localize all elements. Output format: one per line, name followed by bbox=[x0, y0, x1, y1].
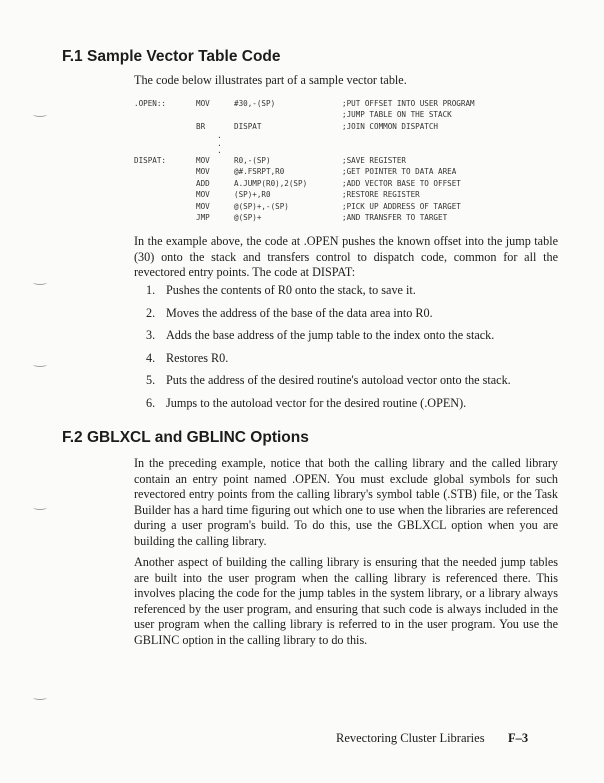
list-item bbox=[134, 283, 558, 298]
code-operand: #30,-(SP) bbox=[234, 99, 276, 108]
step-text: Restores R0. bbox=[166, 350, 229, 365]
gblxcl-paragraph: In the preceding example, notice that both the calling library and the called library contain an entry point named .OPEN. You must exclude global symbols for such revectored entry points from the calling library's symbol table (.STB) file, or the Task Builder has a hard time figuring out which one to use when the libraries are referenced during a user program's build. To do this, use the GBLXCL option when you are building the calling library. bbox=[134, 456, 558, 548]
step-number: 5. bbox=[146, 373, 156, 388]
intro-text: The code below illustrates part of a sample vector table. bbox=[134, 73, 407, 87]
step-number: 4. bbox=[146, 350, 156, 365]
binder-mark bbox=[33, 695, 47, 700]
code-op: MOV bbox=[196, 190, 210, 200]
code-op: MOV bbox=[196, 99, 210, 108]
code-comment: ;JUMP TABLE ON THE STACK bbox=[342, 110, 452, 120]
binder-mark bbox=[33, 112, 47, 117]
code-operand: R0,-(SP) bbox=[234, 155, 271, 165]
section-heading-f1: F.1 Sample Vector Table Code bbox=[62, 48, 281, 65]
binder-mark bbox=[33, 362, 47, 367]
binder-mark bbox=[33, 280, 47, 285]
list-item bbox=[134, 328, 558, 343]
list-item bbox=[134, 373, 558, 388]
step-number: 3. bbox=[146, 328, 156, 343]
step-text: Adds the base address of the jump table to the index onto the stack. bbox=[166, 328, 495, 343]
code-op: BR bbox=[196, 121, 206, 131]
explanation-paragraph: In the example above, the code at .OPEN pushes the known offset into the jump table (30) onto the stack and transfers control to dispatch code, common for all the revectored entry points. The code at DISPAT: bbox=[134, 234, 558, 280]
code-op: JMP bbox=[196, 212, 210, 222]
code-comment: ;AND TRANSFER TO TARGET bbox=[342, 212, 448, 222]
ellipsis-dot: . bbox=[217, 138, 222, 148]
code-operand: (SP)+,R0 bbox=[234, 190, 271, 200]
code-op: MOV bbox=[196, 201, 210, 211]
code-comment: ;RESTORE REGISTER bbox=[342, 190, 420, 200]
step-number: 1. bbox=[146, 283, 156, 297]
footer-chapter-title: Revectoring Cluster Libraries bbox=[336, 731, 485, 745]
binder-mark bbox=[33, 505, 47, 510]
list-item bbox=[134, 396, 558, 411]
steps-list bbox=[134, 283, 558, 419]
ellipsis-dot: . bbox=[217, 131, 222, 141]
code-comment: ;JOIN COMMON DISPATCH bbox=[342, 121, 439, 131]
code-operand: A.JUMP(R0),2(SP) bbox=[234, 178, 308, 188]
code-comment: ;PICK UP ADDRESS OF TARGET bbox=[342, 201, 461, 211]
code-comment: ;ADD VECTOR BASE TO OFFSET bbox=[342, 178, 461, 188]
code-comment: ;GET POINTER TO DATA AREA bbox=[342, 167, 457, 177]
list-item bbox=[134, 306, 558, 321]
code-comment: ;PUT OFFSET INTO USER PROGRAM bbox=[342, 99, 475, 108]
list-item bbox=[134, 351, 558, 366]
code-label: DISPAT: bbox=[134, 155, 167, 165]
step-text: Puts the address of the desired routine's autoload vector onto the stack. bbox=[166, 373, 511, 388]
code-op: ADD bbox=[196, 178, 210, 188]
code-label: .OPEN:: bbox=[134, 99, 167, 108]
code-operand: DISPAT bbox=[234, 121, 262, 131]
ellipsis-dot: . bbox=[217, 146, 222, 156]
section-heading-f2: F.2 GBLXCL and GBLINC Options bbox=[62, 429, 309, 446]
code-operand: @#.FSRPT,R0 bbox=[234, 167, 285, 177]
step-number: 2. bbox=[146, 305, 156, 320]
code-op: MOV bbox=[196, 167, 210, 177]
step-text: Jumps to the autoload vector for the desired routine (.OPEN). bbox=[166, 395, 467, 410]
step-text: Moves the address of the base of the data area into R0. bbox=[166, 305, 433, 320]
code-operand: @(SP)+ bbox=[234, 212, 262, 222]
gblinc-paragraph: Another aspect of building the calling library is ensuring that the needed jump tables are built into the user program when the calling library is referenced there. This involves placing the code for the jump tables in the system library, or a library always referenced by the user program, and ensuring that such code is always included in the user program when the calling library is referred to in the user program. You use the GBLINC option in the calling library to do this. bbox=[134, 555, 558, 647]
step-text: Pushes the contents of R0 onto the stack, to save it. bbox=[166, 283, 416, 297]
code-op: MOV bbox=[196, 155, 210, 165]
code-comment: ;SAVE REGISTER bbox=[342, 155, 407, 165]
code-operand: @(SP)+,-(SP) bbox=[234, 201, 289, 211]
step-number: 6. bbox=[146, 395, 156, 410]
page-number: F–3 bbox=[508, 731, 529, 745]
